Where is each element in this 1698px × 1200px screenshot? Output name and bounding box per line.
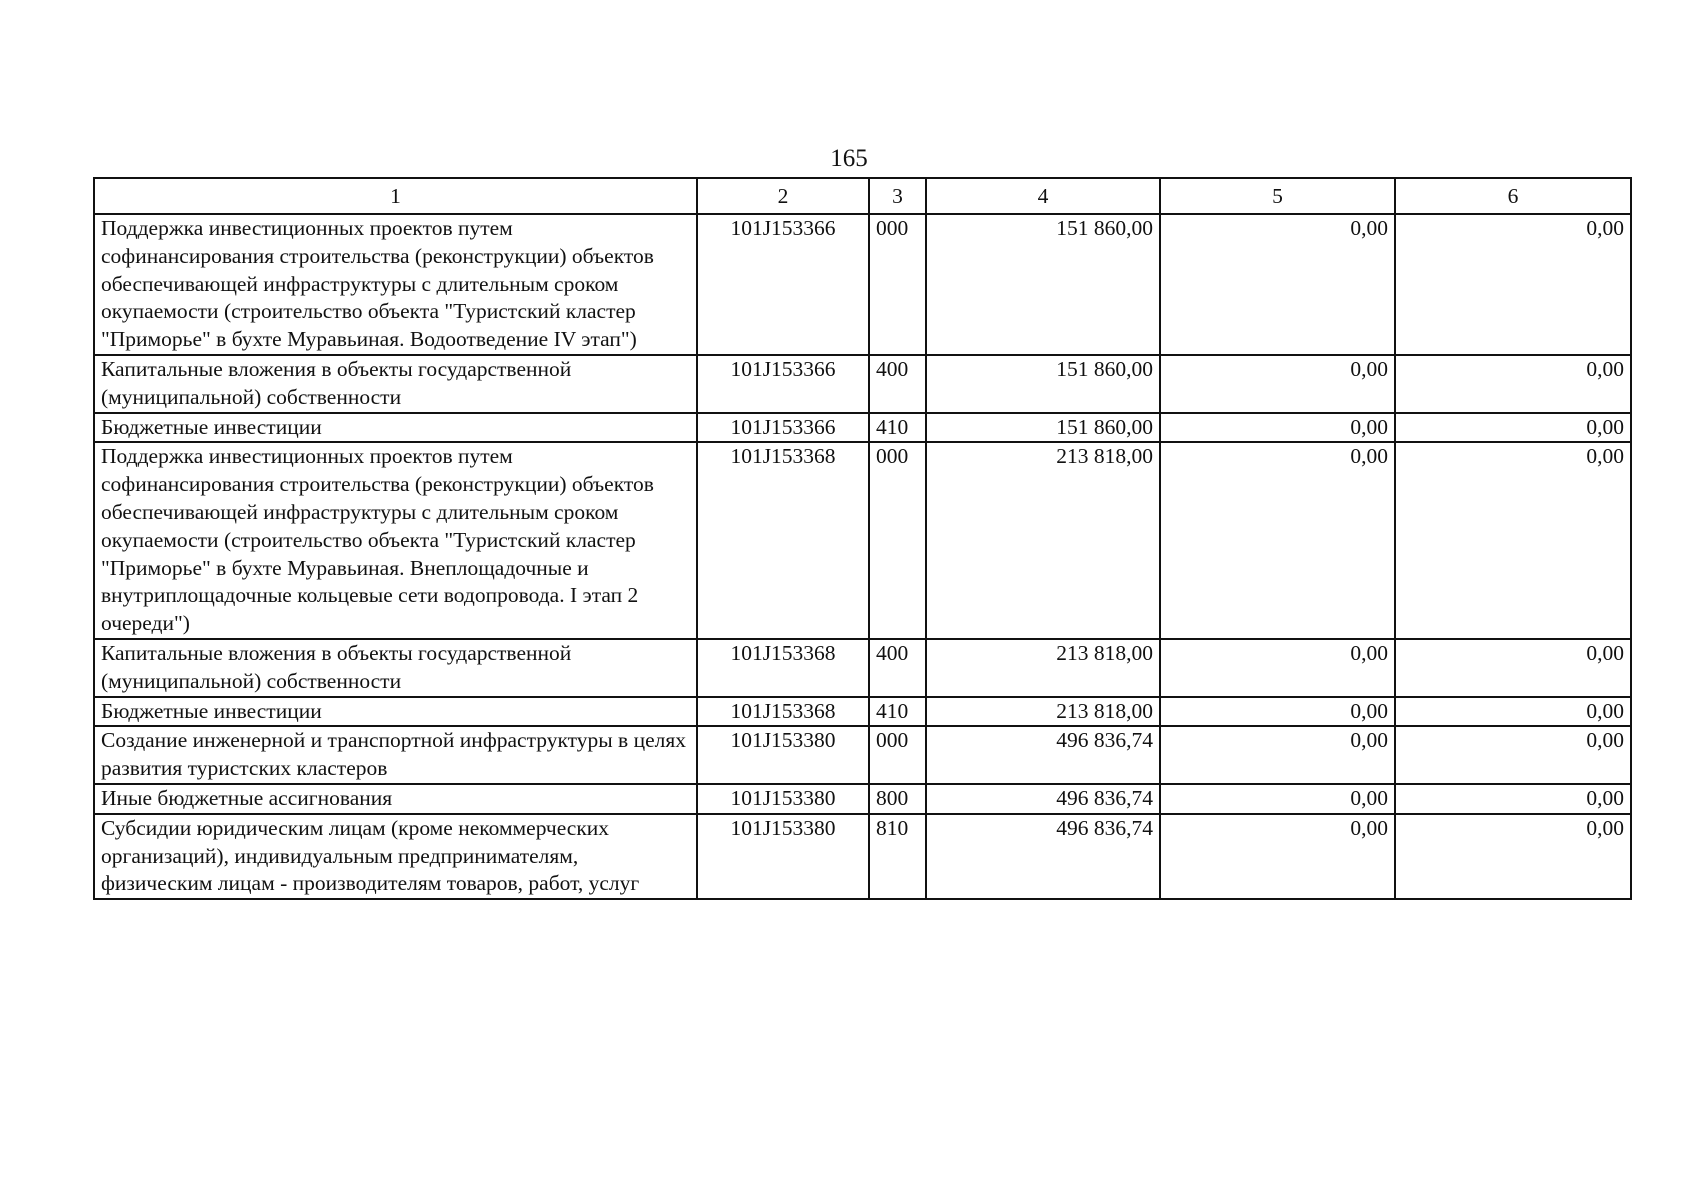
row-expense-type: 000	[869, 442, 926, 639]
budget-table	[93, 177, 1632, 900]
row-name: Иные бюджетные ассигнования	[94, 784, 697, 814]
row-target-code: 101J153368	[697, 442, 869, 639]
row-amount-col5: 0,00	[1160, 814, 1395, 899]
row-name: Поддержка инвестиционных проектов путем софинансирования строительства (реконструкции) объектов обеспечивающей инфраструктуры с длительным сроком окупаемости (строительство объекта "Туристский кластер "Приморье" в бухте Муравьиная. Водоотведение IV этап")	[94, 214, 697, 355]
row-amount-col6: 0,00	[1395, 214, 1631, 355]
row-target-code: 101J153368	[697, 639, 869, 697]
row-target-code: 101J153368	[697, 697, 869, 727]
table-row	[94, 355, 1631, 413]
row-amount-col5: 0,00	[1160, 214, 1395, 355]
row-amount-col5: 0,00	[1160, 413, 1395, 443]
row-target-code: 101J153366	[697, 413, 869, 443]
row-target-code: 101J153366	[697, 214, 869, 355]
row-amount-col6: 0,00	[1395, 726, 1631, 784]
row-expense-type: 000	[869, 214, 926, 355]
row-amount-col4: 213 818,00	[926, 442, 1160, 639]
header-col-4: 4	[926, 178, 1160, 214]
row-amount-col5: 0,00	[1160, 639, 1395, 697]
table-row	[94, 442, 1631, 639]
row-expense-type: 810	[869, 814, 926, 899]
row-target-code: 101J153380	[697, 814, 869, 899]
table-row	[94, 639, 1631, 697]
row-expense-type: 400	[869, 355, 926, 413]
row-amount-col4: 151 860,00	[926, 214, 1160, 355]
row-name: Создание инженерной и транспортной инфраструктуры в целях развития туристских кластеров	[94, 726, 697, 784]
row-amount-col4: 496 836,74	[926, 784, 1160, 814]
row-name: Капитальные вложения в объекты государственной (муниципальной) собственности	[94, 639, 697, 697]
row-expense-type: 800	[869, 784, 926, 814]
header-col-6: 6	[1395, 178, 1631, 214]
row-name: Поддержка инвестиционных проектов путем софинансирования строительства (реконструкции) объектов обеспечивающей инфраструктуры с длительным сроком окупаемости (строительство объекта "Туристский кластер "Приморье" в бухте Муравьиная. Внеплощадочные и внутриплощадочные кольцевые сети водопровода. I этап 2 очереди")	[94, 442, 697, 639]
row-amount-col5: 0,00	[1160, 784, 1395, 814]
page-number: 165	[830, 145, 868, 172]
table-row	[94, 726, 1631, 784]
row-amount-col4: 496 836,74	[926, 814, 1160, 899]
header-row	[94, 178, 1631, 214]
row-amount-col4: 151 860,00	[926, 413, 1160, 443]
row-amount-col6: 0,00	[1395, 355, 1631, 413]
row-name: Субсидии юридическим лицам (кроме некоммерческих организаций), индивидуальным предпринимателям, физическим лицам - производителям товаров, работ, услуг	[94, 814, 697, 899]
row-name: Капитальные вложения в объекты государственной (муниципальной) собственности	[94, 355, 697, 413]
row-amount-col6: 0,00	[1395, 697, 1631, 727]
header-col-2: 2	[697, 178, 869, 214]
row-amount-col4: 213 818,00	[926, 697, 1160, 727]
row-amount-col6: 0,00	[1395, 784, 1631, 814]
row-amount-col4: 496 836,74	[926, 726, 1160, 784]
row-amount-col6: 0,00	[1395, 814, 1631, 899]
row-amount-col4: 151 860,00	[926, 355, 1160, 413]
row-expense-type: 000	[869, 726, 926, 784]
table-row	[94, 697, 1631, 727]
row-amount-col5: 0,00	[1160, 442, 1395, 639]
table-row	[94, 814, 1631, 899]
header-col-3: 3	[869, 178, 926, 214]
table-row	[94, 784, 1631, 814]
row-target-code: 101J153380	[697, 784, 869, 814]
row-amount-col6: 0,00	[1395, 413, 1631, 443]
row-amount-col5: 0,00	[1160, 697, 1395, 727]
row-name: Бюджетные инвестиции	[94, 697, 697, 727]
row-expense-type: 400	[869, 639, 926, 697]
header-col-5: 5	[1160, 178, 1395, 214]
row-name: Бюджетные инвестиции	[94, 413, 697, 443]
row-expense-type: 410	[869, 697, 926, 727]
row-amount-col6: 0,00	[1395, 442, 1631, 639]
row-target-code: 101J153366	[697, 355, 869, 413]
row-amount-col5: 0,00	[1160, 726, 1395, 784]
table-row	[94, 214, 1631, 355]
row-amount-col4: 213 818,00	[926, 639, 1160, 697]
row-amount-col6: 0,00	[1395, 639, 1631, 697]
table-row	[94, 413, 1631, 443]
header-col-1: 1	[94, 178, 697, 214]
row-target-code: 101J153380	[697, 726, 869, 784]
row-expense-type: 410	[869, 413, 926, 443]
row-amount-col5: 0,00	[1160, 355, 1395, 413]
